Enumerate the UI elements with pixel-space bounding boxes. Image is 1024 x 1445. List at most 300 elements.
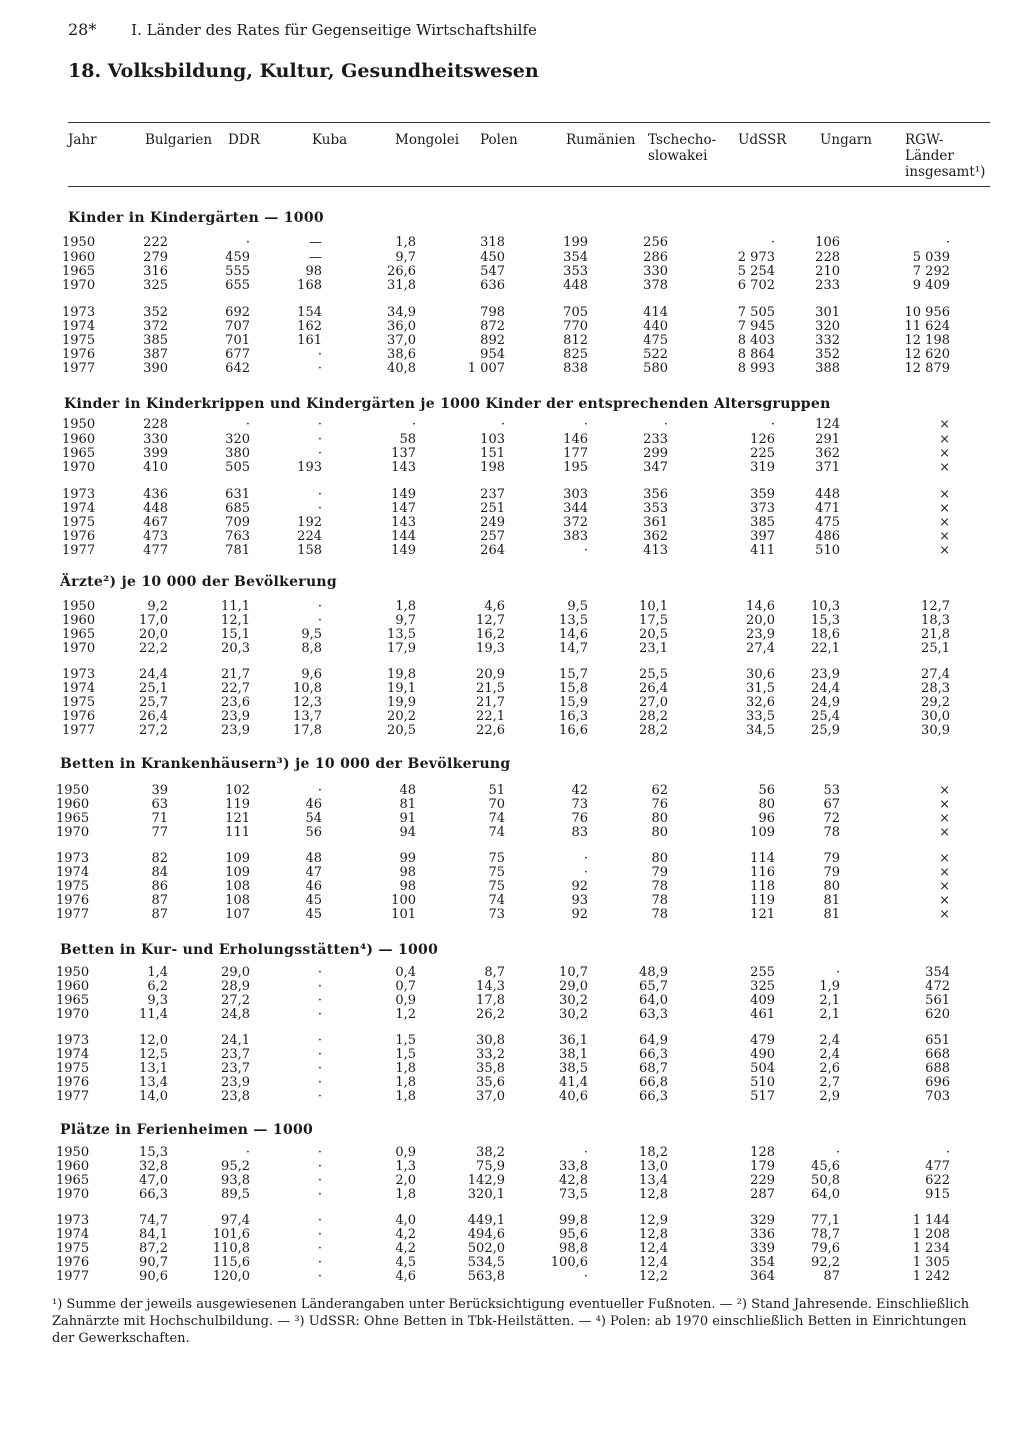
row-year: 1975 — [62, 695, 96, 710]
column-header: Ungarn — [820, 132, 872, 148]
table-cell: 75,9 — [476, 1159, 505, 1174]
table-cell: 449,1 — [467, 1213, 505, 1228]
row-year: 1973 — [62, 487, 96, 502]
table-cell: 24,9 — [811, 695, 840, 710]
column-header: Tschecho- slowakei — [648, 132, 717, 164]
row-year: 1976 — [56, 893, 90, 908]
table-cell: 494,6 — [467, 1227, 505, 1242]
table-cell: 27,4 — [746, 641, 775, 656]
table-cell: 352 — [143, 305, 168, 320]
table-cell: 75 — [488, 879, 505, 894]
table-cell: 22,2 — [139, 641, 168, 656]
table-cell: 56 — [758, 783, 775, 798]
table-cell: 95,6 — [559, 1227, 588, 1242]
table-cell: 28,2 — [639, 723, 668, 738]
table-cell: 22,1 — [811, 641, 840, 656]
table-cell: 15,3 — [139, 1145, 168, 1160]
table-cell: 502,0 — [467, 1241, 505, 1256]
table-cell: 146 — [563, 432, 588, 447]
table-cell: 12,8 — [639, 1187, 668, 1202]
table-cell: 303 — [563, 487, 588, 502]
table-cell: 361 — [643, 515, 668, 530]
table-cell: 356 — [643, 487, 668, 502]
table-cell: 12,4 — [639, 1241, 668, 1256]
table-cell: 9,5 — [301, 627, 322, 642]
table-cell: 26,2 — [476, 1007, 505, 1022]
table-cell: × — [939, 460, 950, 475]
table-cell: 505 — [225, 460, 250, 475]
table-cell: 79 — [823, 865, 840, 880]
row-year: 1973 — [56, 851, 90, 866]
table-cell: 380 — [225, 446, 250, 461]
table-cell: 332 — [815, 333, 840, 348]
table-cell: 47,0 — [139, 1173, 168, 1188]
table-cell: 13,5 — [387, 627, 416, 642]
table-cell: — — [309, 235, 322, 250]
table-cell: 162 — [297, 319, 322, 334]
table-cell: · — [317, 965, 322, 980]
table-cell: 106 — [815, 235, 840, 250]
table-cell: 12,9 — [639, 1213, 668, 1228]
table-cell: · — [317, 347, 322, 362]
table-cell: 34,5 — [746, 723, 775, 738]
table-cell: · — [583, 1269, 588, 1284]
table-cell: 291 — [815, 432, 840, 447]
table-cell: 10,1 — [639, 599, 668, 614]
row-year: 1974 — [56, 1227, 90, 1242]
table-cell: 10,7 — [559, 965, 588, 980]
table-cell: · — [317, 1173, 322, 1188]
row-year: 1950 — [62, 235, 96, 250]
table-cell: 709 — [225, 515, 250, 530]
row-year: 1965 — [56, 993, 90, 1008]
table-cell: 161 — [297, 333, 322, 348]
table-cell: 114 — [750, 851, 775, 866]
table-cell: 25,9 — [811, 723, 840, 738]
footnotes: ¹) Summe der jeweils ausgewiesenen Länderangaben unter Berücksichtigung eventueller Fußnoten. — ²) Stand Jahresende. Einschließlich Zahnärzte mit Hochschulbildung. — ³) UdSSR: Ohne Betten in Tbk-Heilstätten. — ⁴) Polen: ab 1970 einschließlich Betten in Einrichtungen der Gewerkschaften. — [52, 1297, 970, 1346]
table-cell: 20,5 — [639, 627, 668, 642]
table-cell: 16,3 — [559, 709, 588, 724]
table-cell: 87 — [151, 893, 168, 908]
table-cell: · — [317, 1241, 322, 1256]
table-cell: 18,6 — [811, 627, 840, 642]
table-cell: 336 — [750, 1227, 775, 1242]
table-cell: 320,1 — [467, 1187, 505, 1202]
table-cell: × — [939, 446, 950, 461]
table-cell: 81 — [823, 907, 840, 922]
row-year: 1960 — [56, 979, 90, 994]
row-year: 1975 — [62, 333, 96, 348]
table-cell: · — [317, 783, 322, 798]
table-cell: 320 — [225, 432, 250, 447]
table-cell: 547 — [480, 264, 505, 279]
table-cell: 13,4 — [639, 1173, 668, 1188]
table-cell: 12,1 — [221, 613, 250, 628]
table-cell: · — [317, 487, 322, 502]
table-cell: · — [835, 1145, 840, 1160]
table-cell: 954 — [480, 347, 505, 362]
table-cell: 118 — [750, 879, 775, 894]
table-cell: 101,6 — [212, 1227, 250, 1242]
row-year: 1965 — [62, 627, 96, 642]
table-cell: 81 — [399, 797, 416, 812]
table-cell: 477 — [143, 543, 168, 558]
table-cell: 19,9 — [387, 695, 416, 710]
row-year: 1965 — [56, 811, 90, 826]
table-cell: 56 — [305, 825, 322, 840]
table-cell: 688 — [925, 1061, 950, 1076]
table-cell: 318 — [480, 235, 505, 250]
row-year: 1974 — [62, 681, 96, 696]
table-cell: 92 — [571, 879, 588, 894]
table-cell: 504 — [750, 1061, 775, 1076]
table-cell: 413 — [643, 543, 668, 558]
table-cell: 79 — [823, 851, 840, 866]
table-cell: 11,1 — [221, 599, 250, 614]
table-cell: 30,2 — [559, 1007, 588, 1022]
row-year: 1975 — [56, 1061, 90, 1076]
table-cell: 25,5 — [639, 667, 668, 682]
row-year: 1950 — [62, 599, 96, 614]
table-cell: 1 242 — [912, 1269, 950, 1284]
table-cell: 354 — [750, 1255, 775, 1270]
table-cell: 12,5 — [139, 1047, 168, 1062]
table-cell: 5 254 — [737, 264, 775, 279]
table-cell: 40,6 — [559, 1089, 588, 1104]
table-cell: 81 — [823, 893, 840, 908]
table-cell: 99,8 — [559, 1213, 588, 1228]
table-cell: 1,8 — [395, 1075, 416, 1090]
table-cell: × — [939, 515, 950, 530]
table-cell: 222 — [143, 235, 168, 250]
table-cell: 40,8 — [387, 361, 416, 376]
table-cell: 13,4 — [139, 1075, 168, 1090]
table-cell: 486 — [815, 529, 840, 544]
table-cell: 33,2 — [476, 1047, 505, 1062]
table-cell: 51 — [488, 783, 505, 798]
table-cell: 83 — [571, 825, 588, 840]
table-cell: 45 — [305, 907, 322, 922]
table-cell: 237 — [480, 487, 505, 502]
column-header: Bulgarien — [145, 132, 213, 148]
table-cell: 668 — [925, 1047, 950, 1062]
table-cell: 2,1 — [819, 993, 840, 1008]
table-cell: 33,5 — [746, 709, 775, 724]
table-cell: 17,0 — [139, 613, 168, 628]
table-cell: 479 — [750, 1033, 775, 1048]
table-cell: 461 — [750, 1007, 775, 1022]
table-cell: 24,4 — [139, 667, 168, 682]
table-cell: 18,3 — [921, 613, 950, 628]
table-cell: · — [317, 979, 322, 994]
row-year: 1960 — [62, 250, 96, 265]
column-header: Polen — [480, 132, 518, 148]
row-year: 1960 — [62, 432, 96, 447]
table-cell: · — [835, 965, 840, 980]
section-title: Kinder in Kinderkrippen und Kindergärten je 1000 Kinder der entsprechenden Altersgruppen — [64, 396, 831, 412]
row-year: 1970 — [56, 1007, 90, 1022]
table-cell: 76 — [571, 811, 588, 826]
table-cell: 471 — [815, 501, 840, 516]
table-cell: 354 — [563, 250, 588, 265]
table-cell: 228 — [815, 250, 840, 265]
table-cell: 372 — [563, 515, 588, 530]
table-cell: 47 — [305, 865, 322, 880]
table-cell: 22,6 — [476, 723, 505, 738]
table-cell: 78,7 — [811, 1227, 840, 1242]
table-cell: 448 — [815, 487, 840, 502]
column-header: DDR — [228, 132, 260, 148]
table-cell: 631 — [225, 487, 250, 502]
table-cell: 320 — [815, 319, 840, 334]
table-cell: 80 — [651, 825, 668, 840]
table-cell: · — [245, 417, 250, 432]
table-cell: 137 — [391, 446, 416, 461]
table-cell: 705 — [563, 305, 588, 320]
table-cell: 92 — [571, 907, 588, 922]
table-cell: 2,4 — [819, 1047, 840, 1062]
table-cell: 9,7 — [395, 250, 416, 265]
table-cell: 23,9 — [746, 627, 775, 642]
table-cell: 30,0 — [921, 709, 950, 724]
table-cell: 2,1 — [819, 1007, 840, 1022]
table-cell: × — [939, 811, 950, 826]
table-cell: 23,9 — [221, 1075, 250, 1090]
table-cell: 701 — [225, 333, 250, 348]
table-cell: 1,3 — [395, 1159, 416, 1174]
table-cell: 110,8 — [212, 1241, 250, 1256]
row-year: 1975 — [56, 879, 90, 894]
table-cell: 651 — [925, 1033, 950, 1048]
table-cell: 0,9 — [395, 1145, 416, 1160]
table-cell: 32,6 — [746, 695, 775, 710]
table-cell: 90,6 — [139, 1269, 168, 1284]
table-cell: 23,7 — [221, 1061, 250, 1076]
table-cell: · — [317, 1075, 322, 1090]
table-cell: 80 — [758, 797, 775, 812]
table-cell: 74 — [488, 893, 505, 908]
table-cell: 20,2 — [387, 709, 416, 724]
table-cell: 25,1 — [139, 681, 168, 696]
table-cell: 473 — [143, 529, 168, 544]
table-title: 18. Volksbildung, Kultur, Gesundheitswesen — [68, 60, 539, 82]
table-cell: 12,2 — [639, 1269, 668, 1284]
table-cell: × — [939, 417, 950, 432]
table-cell: 36,1 — [559, 1033, 588, 1048]
table-cell: 92,2 — [811, 1255, 840, 1270]
table-cell: 195 — [563, 460, 588, 475]
row-year: 1974 — [62, 501, 96, 516]
table-cell: 76 — [651, 797, 668, 812]
table-cell: 147 — [391, 501, 416, 516]
table-cell: 77,1 — [811, 1213, 840, 1228]
table-cell: 522 — [643, 347, 668, 362]
table-cell: 24,4 — [811, 681, 840, 696]
table-cell: 23,8 — [221, 1089, 250, 1104]
table-cell: 770 — [563, 319, 588, 334]
table-cell: 30,6 — [746, 667, 775, 682]
table-cell: 98,8 — [559, 1241, 588, 1256]
row-year: 1973 — [56, 1033, 90, 1048]
table-cell: 622 — [925, 1173, 950, 1188]
table-cell: 120,0 — [212, 1269, 250, 1284]
column-header: Kuba — [312, 132, 348, 148]
table-cell: · — [317, 1227, 322, 1242]
table-cell: · — [317, 501, 322, 516]
table-cell: 151 — [480, 446, 505, 461]
table-cell: 14,6 — [559, 627, 588, 642]
table-cell: × — [939, 893, 950, 908]
table-cell: 10,3 — [811, 599, 840, 614]
column-header: Mongolei — [395, 132, 460, 148]
table-cell: 1,9 — [819, 979, 840, 994]
table-cell: · — [317, 1047, 322, 1062]
table-cell: 79,6 — [811, 1241, 840, 1256]
table-cell: · — [317, 1187, 322, 1202]
table-cell: 13,5 — [559, 613, 588, 628]
table-cell: 101 — [391, 907, 416, 922]
table-cell: · — [317, 432, 322, 447]
table-cell: 696 — [925, 1075, 950, 1090]
table-cell: 0,7 — [395, 979, 416, 994]
table-cell: 563,8 — [467, 1269, 505, 1284]
table-cell: 410 — [143, 460, 168, 475]
table-cell: 1 305 — [912, 1255, 950, 1270]
table-cell: 108 — [225, 879, 250, 894]
row-year: 1950 — [62, 417, 96, 432]
table-cell: 119 — [225, 797, 250, 812]
table-cell: 4,0 — [395, 1213, 416, 1228]
table-cell: 74 — [488, 811, 505, 826]
table-cell: 21,7 — [221, 667, 250, 682]
table-cell: 534,5 — [467, 1255, 505, 1270]
section-title: Ärzte²) je 10 000 der Bevölkerung — [60, 574, 338, 590]
table-cell: 98 — [399, 865, 416, 880]
table-cell: 703 — [925, 1089, 950, 1104]
table-cell: 66,3 — [639, 1089, 668, 1104]
table-cell: 411 — [750, 543, 775, 558]
row-year: 1950 — [56, 783, 90, 798]
table-cell: 15,9 — [559, 695, 588, 710]
table-cell: 198 — [480, 460, 505, 475]
table-cell: 31,5 — [746, 681, 775, 696]
row-year: 1960 — [56, 1159, 90, 1174]
table-cell: 655 — [225, 278, 250, 293]
table-cell: 27,2 — [221, 993, 250, 1008]
row-year: 1976 — [56, 1075, 90, 1090]
table-cell: 8 864 — [737, 347, 775, 362]
table-cell: 30,8 — [476, 1033, 505, 1048]
table-cell: 109 — [225, 865, 250, 880]
running-header — [68, 20, 537, 39]
table-cell: 0,9 — [395, 993, 416, 1008]
table-cell: 8 403 — [737, 333, 775, 348]
table-cell: 42,8 — [559, 1173, 588, 1188]
row-year: 1973 — [56, 1213, 90, 1228]
table-cell: 371 — [815, 460, 840, 475]
table-cell: 9,2 — [147, 599, 168, 614]
table-cell: 1,8 — [395, 1061, 416, 1076]
table-cell: 409 — [750, 993, 775, 1008]
table-cell: · — [500, 417, 505, 432]
row-year: 1977 — [62, 361, 96, 376]
table-cell: 2,6 — [819, 1061, 840, 1076]
header-rule — [68, 186, 990, 187]
table-cell: 36,0 — [387, 319, 416, 334]
table-cell: 53 — [823, 783, 840, 798]
row-year: 1960 — [56, 797, 90, 812]
table-cell: 20,9 — [476, 667, 505, 682]
table-cell: 45 — [305, 893, 322, 908]
table-cell: 353 — [643, 501, 668, 516]
table-cell: 94 — [399, 825, 416, 840]
table-cell: 319 — [750, 460, 775, 475]
table-cell: 66,3 — [139, 1187, 168, 1202]
row-year: 1974 — [62, 319, 96, 334]
table-cell: 362 — [643, 529, 668, 544]
table-cell: 383 — [563, 529, 588, 544]
table-cell: 31,8 — [387, 278, 416, 293]
table-cell: 364 — [750, 1269, 775, 1284]
table-cell: 378 — [643, 278, 668, 293]
table-cell: 168 — [297, 278, 322, 293]
table-cell: · — [411, 417, 416, 432]
table-cell: 29,2 — [921, 695, 950, 710]
table-cell: 90,7 — [139, 1255, 168, 1270]
table-cell: 38,5 — [559, 1061, 588, 1076]
table-cell: 19,8 — [387, 667, 416, 682]
table-cell: 126 — [750, 432, 775, 447]
table-cell: 7 945 — [737, 319, 775, 334]
table-cell: 1,8 — [395, 599, 416, 614]
table-cell: 677 — [225, 347, 250, 362]
table-cell: 70 — [488, 797, 505, 812]
table-cell: · — [317, 1033, 322, 1048]
row-year: 1970 — [62, 460, 96, 475]
table-cell: 26,4 — [639, 681, 668, 696]
table-cell: 636 — [480, 278, 505, 293]
table-cell: 1,5 — [395, 1033, 416, 1048]
table-cell: 103 — [480, 432, 505, 447]
table-cell: 6,2 — [147, 979, 168, 994]
row-year: 1974 — [56, 865, 90, 880]
table-cell: 80 — [651, 811, 668, 826]
table-cell: 225 — [750, 446, 775, 461]
top-rule — [68, 122, 990, 123]
table-cell: 707 — [225, 319, 250, 334]
table-cell: 9,3 — [147, 993, 168, 1008]
table-cell: 74 — [488, 825, 505, 840]
table-cell: 98 — [305, 264, 322, 279]
table-cell: · — [245, 1145, 250, 1160]
running-title: I. Länder des Rates für Gegenseitige Wirtschaftshilfe — [131, 21, 537, 39]
table-cell: 192 — [297, 515, 322, 530]
row-year: 1975 — [56, 1241, 90, 1256]
table-cell: 26,6 — [387, 264, 416, 279]
table-cell: 115,6 — [212, 1255, 250, 1270]
table-cell: 23,9 — [811, 667, 840, 682]
table-cell: 9 409 — [912, 278, 950, 293]
table-cell: 78 — [651, 893, 668, 908]
table-cell: 251 — [480, 501, 505, 516]
table-cell: 87,2 — [139, 1241, 168, 1256]
column-header: UdSSR — [738, 132, 787, 148]
table-cell: 28,3 — [921, 681, 950, 696]
table-cell: · — [317, 1269, 322, 1284]
table-cell: 257 — [480, 529, 505, 544]
table-cell: 66,3 — [639, 1047, 668, 1062]
table-cell: 97,4 — [221, 1213, 250, 1228]
